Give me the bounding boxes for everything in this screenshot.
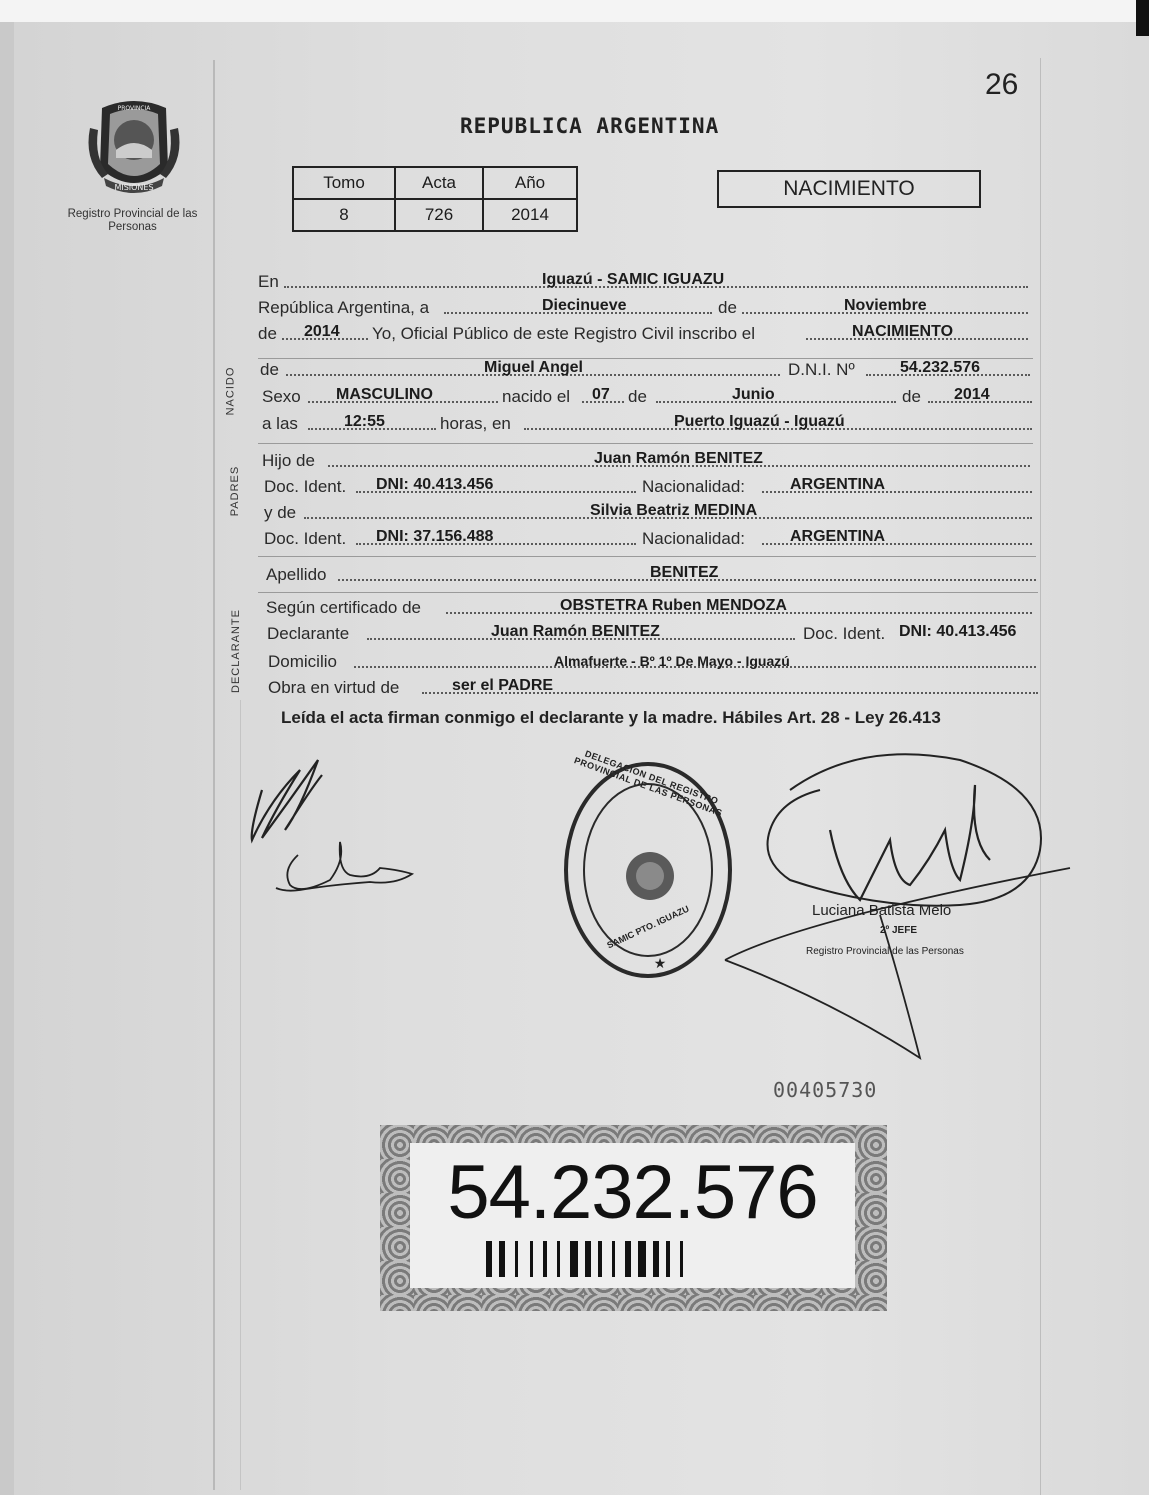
obra-value: ser el PADRE bbox=[452, 677, 554, 694]
declarante-label: Declarante bbox=[267, 624, 350, 643]
dni-label: D.N.I. Nº bbox=[788, 360, 855, 379]
barcode-bar bbox=[680, 1241, 683, 1277]
declarante-dni-value: DNI: 40.413.456 bbox=[899, 623, 1017, 640]
barcode-bar bbox=[625, 1241, 631, 1277]
form-row-obra bbox=[268, 674, 1038, 700]
official-organization: Registro Provincial de las Personas bbox=[806, 946, 964, 957]
barcode-bar bbox=[486, 1241, 492, 1277]
form-row-domicilio bbox=[268, 648, 1036, 674]
de-label: de bbox=[258, 324, 277, 343]
form-row-apellido bbox=[266, 561, 1036, 587]
barcode-bar bbox=[666, 1241, 670, 1277]
declarante-value: Juan Ramón BENITEZ bbox=[491, 623, 660, 640]
right-margin-line bbox=[1040, 58, 1041, 1495]
domicilio-value: Almafuerte - Bº 1º De Mayo - Iguazú bbox=[554, 653, 790, 669]
anio-inscripcion-value: 2014 bbox=[304, 323, 340, 340]
de-label: de bbox=[628, 387, 647, 406]
anio-header: Año bbox=[483, 167, 577, 199]
certificado-label: Según certificado de bbox=[266, 598, 421, 617]
registry-value-row bbox=[293, 199, 577, 231]
margin-line-secondary bbox=[240, 700, 241, 1490]
tomo-value: 8 bbox=[293, 199, 395, 231]
nacionalidad-label: Nacionalidad: bbox=[642, 529, 746, 548]
misiones-coat-of-arms-logo bbox=[82, 98, 186, 202]
svg-text:★: ★ bbox=[653, 955, 667, 971]
inscribo-value: NACIMIENTO bbox=[852, 323, 954, 340]
lugar-nacimiento-value: Puerto Iguazú - Iguazú bbox=[674, 413, 845, 430]
apellido-label: Apellido bbox=[266, 565, 327, 584]
mes-value: Noviembre bbox=[844, 297, 927, 314]
barcode bbox=[486, 1241, 776, 1277]
page-number: 26 bbox=[985, 68, 1019, 101]
padre-nombre-value: Juan Ramón BENITEZ bbox=[594, 450, 763, 467]
stamp-ring-text: DELEGACION DEL REGISTRO PROVINCIAL DE LAS PERSONAS bbox=[572, 748, 724, 819]
barcode-bar bbox=[570, 1241, 578, 1277]
lugar-inscripcion-value: Iguazú - SAMIC IGUAZU bbox=[542, 271, 725, 288]
form-row-madre-doc bbox=[264, 525, 1032, 551]
form-row-madre bbox=[264, 499, 1032, 525]
form-row-sexo bbox=[262, 383, 1032, 409]
nombre-value: Miguel Angel bbox=[484, 359, 583, 376]
form-row-inscripcion bbox=[258, 320, 1028, 346]
record-type-box: NACIMIENTO bbox=[717, 170, 981, 208]
barcode-bar bbox=[638, 1241, 646, 1277]
yde-label: y de bbox=[264, 503, 297, 522]
sexo-label: Sexo bbox=[262, 387, 301, 406]
section-divider bbox=[258, 592, 1038, 593]
nacido-label: nacido el bbox=[502, 387, 571, 406]
anio-value: 2014 bbox=[483, 199, 577, 231]
nacimiento-mes-value: Junio bbox=[732, 386, 775, 403]
doc-ident-label: Doc. Ident. bbox=[264, 529, 347, 548]
padre-dni-value: DNI: 40.413.456 bbox=[376, 476, 494, 493]
barcode-bar bbox=[598, 1241, 602, 1277]
tomo-header: Tomo bbox=[293, 167, 395, 199]
dotted-line bbox=[656, 401, 896, 403]
serial-number: 00405730 bbox=[773, 1078, 878, 1102]
de-label: de bbox=[260, 360, 279, 379]
page-top-edge bbox=[0, 0, 1149, 22]
sticker-panel bbox=[410, 1143, 855, 1288]
nacionalidad-label: Nacionalidad: bbox=[642, 477, 746, 496]
barcode-bar bbox=[653, 1241, 659, 1277]
nacimiento-dia-value: 07 bbox=[592, 386, 610, 403]
official-role: 2º JEFE bbox=[880, 925, 918, 936]
section-divider bbox=[258, 443, 1033, 444]
form-row-declarante bbox=[267, 620, 1037, 646]
security-sticker bbox=[380, 1125, 887, 1311]
de-label: de bbox=[902, 387, 921, 406]
form-row-padre-doc bbox=[264, 473, 1032, 499]
section-label-padres: PADRES bbox=[229, 465, 242, 517]
margin-line bbox=[213, 60, 215, 1490]
dia-value: Diecinueve bbox=[542, 297, 627, 314]
corner-mark bbox=[1136, 0, 1149, 36]
barcode-bar bbox=[530, 1241, 533, 1277]
padre-nacionalidad-value: ARGENTINA bbox=[790, 476, 886, 493]
svg-text:PROVINCIA: PROVINCIA bbox=[117, 105, 151, 112]
sticker-dni-number: 54.232.576 bbox=[447, 1150, 818, 1235]
de-label: de bbox=[718, 298, 737, 317]
hora-value: 12:55 bbox=[344, 413, 385, 430]
form-row-padre bbox=[262, 447, 1030, 473]
barcode-bar bbox=[557, 1241, 560, 1277]
section-divider bbox=[258, 556, 1036, 557]
official-name: Luciana Batista Melo bbox=[812, 902, 952, 919]
stamp-inner-text: SAMIC PTO. IGUAZU bbox=[605, 903, 691, 951]
form-row-hora bbox=[262, 410, 1032, 436]
acta-header: Acta bbox=[395, 167, 483, 199]
doc-ident-label: Doc. Ident. bbox=[264, 477, 347, 496]
form-row-fecha bbox=[258, 294, 1028, 320]
domicilio-label: Domicilio bbox=[268, 652, 337, 671]
barcode-bar bbox=[499, 1241, 505, 1277]
section-label-declarante: DECLARANTE bbox=[229, 609, 242, 693]
barcode-bar bbox=[515, 1241, 518, 1277]
logo-caption: Registro Provincial de las Personas bbox=[67, 208, 198, 233]
doc-ident-label: Doc. Ident. bbox=[803, 624, 886, 643]
obra-label: Obra en virtud de bbox=[268, 678, 400, 697]
apellido-value: BENITEZ bbox=[650, 564, 719, 581]
legal-text: Leída el acta firman conmigo el declarante y la madre. Hábiles Art. 28 - Ley 26.413 bbox=[281, 708, 941, 727]
barcode-bar bbox=[543, 1241, 547, 1277]
form-row-nombre bbox=[260, 356, 1030, 382]
form-row-certificado bbox=[266, 594, 1032, 620]
barcode-bar bbox=[585, 1241, 591, 1277]
certificado-value: OBSTETRA Ruben MENDOZA bbox=[560, 597, 787, 614]
horas-label: horas, en bbox=[440, 414, 511, 433]
acta-value: 726 bbox=[395, 199, 483, 231]
alas-label: a las bbox=[262, 414, 298, 433]
barcode-bar bbox=[612, 1241, 615, 1277]
section-label-nacido: NACIDO bbox=[224, 366, 237, 416]
registry-header-row bbox=[293, 167, 577, 199]
page-title: REPUBLICA ARGENTINA bbox=[460, 114, 720, 138]
en-label: En bbox=[258, 272, 279, 291]
nacimiento-anio-value: 2014 bbox=[954, 386, 990, 403]
madre-nombre-value: Silvia Beatriz MEDINA bbox=[590, 502, 758, 519]
hijo-label: Hijo de bbox=[262, 451, 315, 470]
dni-value: 54.232.576 bbox=[900, 359, 981, 376]
madre-nacionalidad-value: ARGENTINA bbox=[790, 528, 886, 545]
registry-table bbox=[292, 166, 578, 232]
sexo-value: MASCULINO bbox=[336, 386, 433, 403]
madre-dni-value: DNI: 37.156.488 bbox=[376, 528, 494, 545]
svg-text:MISIONES: MISIONES bbox=[114, 183, 154, 192]
inscribo-label: Yo, Oficial Público de este Registro Civil inscribo el bbox=[372, 324, 755, 343]
form-row-lugar bbox=[258, 268, 1028, 294]
republica-label: República Argentina, a bbox=[258, 298, 430, 317]
